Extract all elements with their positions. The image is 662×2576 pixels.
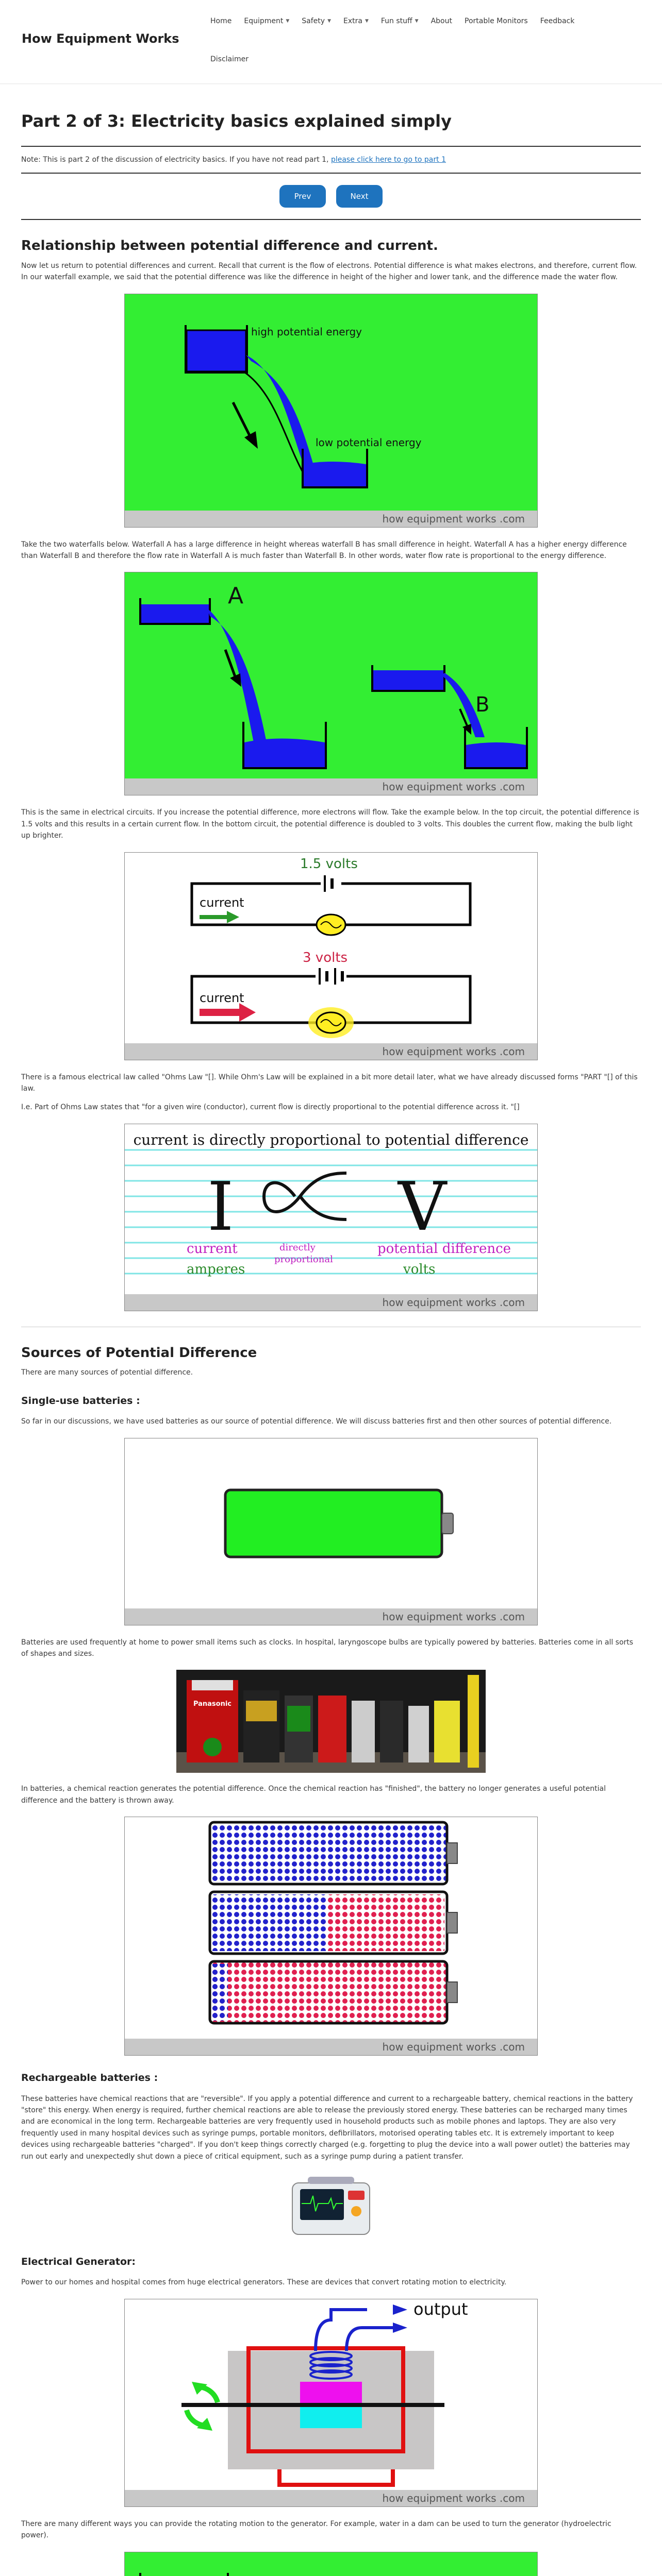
figure-credit: how equipment works .com — [125, 778, 537, 795]
battery-chemistry-figure — [124, 1817, 538, 2056]
nav-about[interactable] — [431, 15, 452, 27]
current-symbol: I — [207, 1167, 234, 1246]
page-title: Part 2 of 3: Electricity basics explained simply — [21, 111, 452, 131]
circuits-figure — [124, 852, 538, 1060]
figure-credit: how equipment works .com — [125, 2039, 537, 2055]
divider — [21, 173, 641, 174]
site-header — [0, 0, 662, 84]
part1-link[interactable]: please click here to go to part 1 — [330, 155, 446, 164]
volts-word: volts — [403, 1261, 436, 1277]
high-potential-label: high potential energy — [251, 325, 362, 338]
main-content — [21, 84, 641, 2576]
circuits-diagram — [125, 853, 537, 1043]
current-label-bottom: current — [200, 990, 244, 1005]
paragraph: Take the two waterfalls below. Waterfall A has a large difference in height whereas waterfall B has small difference in height. Waterfall A has a higher energy difference than Waterfall B and therefore the flow rate in Waterfall A is much faster than Waterfall B. In other words, water flow rate is proportional to the energy difference. — [21, 540, 627, 560]
nav-extra[interactable] — [343, 15, 369, 27]
current-label-top: current — [200, 895, 244, 910]
amperes-word: amperes — [187, 1261, 245, 1277]
nav-feedback-label: Feedback — [540, 17, 575, 25]
paragraph: There is a famous electrical law called "Ohms Law "[]. While Ohm's Law will be explained in a bit more detail later, what we have already discussed forms "PART "[] of this law. — [21, 1073, 638, 1093]
ohms-law-title: current is directly proportional to potential difference — [133, 1131, 529, 1148]
voltage-1-5-label: 1.5 volts — [300, 856, 358, 872]
figure-credit: how equipment works .com — [125, 511, 537, 527]
figure-credit: how equipment works .com — [125, 1608, 537, 1625]
nav-about-label: About — [431, 17, 452, 25]
voltage-symbol: V — [398, 1167, 446, 1246]
battery-chemistry-diagram — [125, 1817, 537, 2039]
directly-word: directly — [279, 1242, 316, 1253]
nav-equipment-label: Equipment — [244, 17, 284, 25]
battery-brand: Panasonic — [193, 1700, 232, 1708]
paragraph: Now let us return to potential differences and current. Recall that current is the flow of electrons. Potential difference is what makes electrons, and therefore, current flow. In our waterfall example, we said that the potential difference was like the difference in height of the higher and lower tank, and the difference made the water flow. — [21, 261, 637, 282]
divider — [21, 219, 641, 220]
paragraph: Power to our homes and hospital comes from huge electrical generators. These are devices that convert rotating motion to electricity. — [21, 2278, 507, 2287]
site-title[interactable]: How Equipment Works — [22, 31, 179, 46]
paragraph: This is the same in electrical circuits. If you increase the potential difference, more electrons will flow. Take the example below. In the top circuit, the potential difference is 1.5 volts and this results in a certain current flow. In the bottom circuit, the potential difference is doubled to 3 volts. This doubles the current flow, making the bulb light up brighter. — [21, 808, 639, 840]
paragraph: So far in our discussions, we have used batteries as our source of potential difference. We will discuss batteries first and then other sources of potential difference. — [21, 1417, 612, 1426]
figure-credit: how equipment works .com — [125, 1294, 537, 1311]
nav-feedback[interactable] — [540, 15, 575, 27]
chevron-down-icon: ▼ — [286, 19, 290, 24]
nav-safety-label: Safety — [302, 17, 325, 25]
nav-portable-monitors-label: Portable Monitors — [465, 17, 528, 25]
paragraph: In batteries, a chemical reaction generates the potential difference. Once the chemical reaction has "finished", the battery no longer generates a useful potential difference and the battery is thrown away. — [21, 1785, 606, 1805]
current-word: current — [187, 1241, 238, 1257]
generator-heading: Electrical Generator: — [21, 2256, 136, 2267]
nav-secondary — [210, 54, 249, 65]
paragraph: There are many sources of potential difference. — [21, 1368, 193, 1377]
proportional-word: proportional — [274, 1253, 333, 1265]
paragraph: These batteries have chemical reactions that are "reversible". If you apply a potential difference and current to a rechargeable battery, chemical reactions in the battery "store" this energy. When energy is required, further chemical reactions are able to release the previously stored energy. These batteries can be recharged many times and are economical in the long term. Rechargeable batteries are very frequently used in household products such as mobile phones and laptops. They are also very frequently used in many hospital devices such as syringe pumps, portable monitors, defibrillators, motorised operating tables etc. It is extremely important to keep devices using rechargeable batteries "charged". If you don't keep things correctly charged (e.g. forgetting to plug the device into a wall power outlet) the batteries may run out early and unexpectedly shut down a piece of critical equipment, such as a syringe pump during a patient transfer. — [21, 2094, 633, 2161]
paragraph: There are many different ways you can provide the rotating motion to the generator. For example, water in a dam can be used to turn the generator (hydroelectric power). — [21, 2519, 611, 2540]
main-nav — [210, 15, 574, 27]
generator-diagram — [125, 2299, 537, 2490]
pd-word: potential difference — [377, 1241, 511, 1257]
rechargeable-heading: Rechargeable batteries : — [21, 2072, 158, 2084]
paragraph: I.e. Part of Ohms Law states that "for a given wire (conductor), current flow is directly proportional to the potential difference across it. "[] — [21, 1103, 520, 1112]
chevron-down-icon: ▼ — [415, 19, 419, 24]
ohms-law-diagram — [125, 1124, 537, 1294]
low-potential-label: low potential energy — [316, 436, 422, 449]
hydroelectric-diagram — [125, 2552, 537, 2576]
nav-fun-stuff-label: Fun stuff — [380, 17, 412, 25]
two-waterfalls-diagram — [125, 572, 537, 778]
two-waterfalls-figure — [124, 572, 538, 795]
divider — [21, 146, 641, 147]
nav-home[interactable] — [210, 15, 231, 27]
paragraph: Batteries are used frequently at home to power small items such as clocks. In hospital, laryngoscope bulbs are typically powered by batteries. Batteries come in all sorts of shapes and sizes. — [21, 1638, 634, 1658]
section-heading-sources: Sources of Potential Difference — [21, 1345, 257, 1361]
nav-disclaimer[interactable]: Disclaimer — [210, 55, 249, 63]
nav-portable-monitors[interactable] — [465, 15, 528, 27]
nav-safety[interactable] — [302, 15, 331, 27]
chevron-down-icon: ▼ — [365, 19, 369, 24]
battery-diagram — [125, 1438, 537, 1608]
nav-fun-stuff[interactable] — [381, 15, 419, 27]
ohms-law-figure — [124, 1124, 538, 1311]
single-use-heading: Single-use batteries : — [21, 1395, 140, 1406]
section-heading-relationship: Relationship between potential difference and current. — [21, 238, 438, 253]
defibrillator-monitor-icon — [287, 2173, 375, 2240]
battery-figure — [124, 1438, 538, 1625]
waterfall-a-label: A — [228, 583, 244, 609]
part-note-text: Note: This is part 2 of the discussion of electricity basics. If you have not read part 1, — [21, 155, 331, 164]
generator-figure — [124, 2299, 538, 2507]
nav-extra-label: Extra — [343, 17, 362, 25]
figure-credit: how equipment works .com — [125, 2490, 537, 2506]
waterfall-diagram — [125, 294, 537, 511]
nav-equipment[interactable] — [244, 15, 289, 27]
part-note — [21, 154, 641, 165]
nav-home-label: Home — [210, 17, 232, 25]
batteries-photo — [176, 1670, 486, 1773]
voltage-3-label: 3 volts — [303, 950, 348, 965]
waterfall-b-label: B — [475, 693, 490, 717]
chevron-down-icon: ▼ — [327, 19, 331, 24]
hydroelectric-figure — [124, 2552, 538, 2576]
figure-credit: how equipment works .com — [125, 1043, 537, 1060]
output-label: output — [413, 2299, 468, 2319]
pager — [21, 185, 641, 208]
waterfall-figure — [124, 294, 538, 528]
prev-button[interactable]: Prev — [279, 185, 326, 208]
next-button[interactable]: Next — [336, 185, 383, 208]
